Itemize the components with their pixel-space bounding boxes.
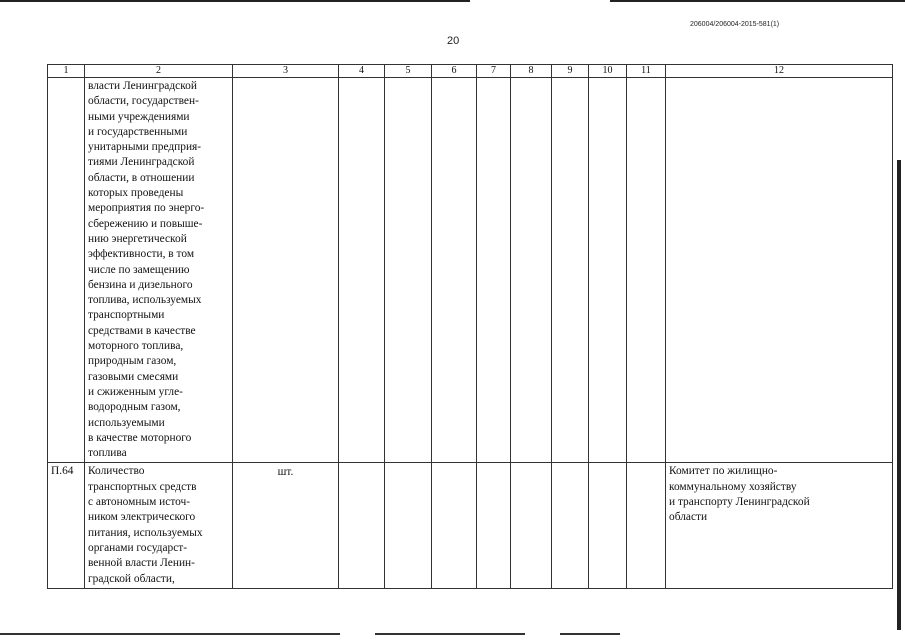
indicator-name: власти Ленинградской области, государствен- ными учреждениями и государственными унитарными предприя- тиями Ленинградской области, в отношении которых проведены мероприятия по энерго- сбережению и повыше- нию энергетической эффективности, в том числе по замещению бензина и дизельного топлива, используемых транспортными средствами в качестве моторного топлива, природным газом, газовыми смесями и сжиженным угле- водородным газом, используемыми в качестве моторного топлива (88, 80, 205, 460)
responsible-cell (666, 78, 893, 463)
indicator-name-cell (85, 78, 233, 463)
column-header: 7 (477, 65, 511, 78)
unit: шт. (277, 466, 294, 479)
scan-top-rule (610, 0, 905, 2)
value-cell (511, 463, 552, 588)
value-cell (627, 78, 666, 463)
value-cell (432, 78, 477, 463)
scan-bottom-rule (560, 633, 620, 635)
column-header: 12 (666, 65, 893, 78)
column-header: 2 (85, 65, 233, 78)
indicator-name: Количество транспортных средств с автономным источ- ником электрического питания, используемых органами государст- венной власти Ленин- градской области, (88, 465, 203, 585)
column-header: 3 (233, 65, 339, 78)
value-cell (339, 78, 385, 463)
value-cell (589, 78, 627, 463)
indicator-table (47, 64, 893, 589)
scan-bottom-rule (375, 633, 525, 635)
value-cell (477, 463, 511, 588)
row-number-cell (48, 78, 85, 463)
unit-cell (233, 463, 339, 588)
unit-cell (233, 78, 339, 463)
document-id: 206004/206004-2015-581(1) (690, 21, 780, 28)
column-header: 11 (627, 65, 666, 78)
indicator-name-cell (85, 463, 233, 588)
responsible-cell (666, 463, 893, 588)
responsible-body (666, 78, 892, 80)
unit (233, 78, 338, 81)
value-cell (627, 463, 666, 588)
value-cell (432, 463, 477, 588)
row-number-cell (48, 463, 85, 588)
value-cell (339, 463, 385, 588)
column-header: 4 (339, 65, 385, 78)
value-cell (511, 78, 552, 463)
responsible-body: Комитет по жилищно- коммунальному хозяйству и транспорту Ленинградской области (669, 465, 810, 524)
column-header: 1 (48, 65, 85, 78)
row-number (48, 78, 84, 80)
table-row (48, 78, 893, 463)
value-cell (552, 78, 589, 463)
row-number: П.64 (51, 465, 74, 478)
value-cell (477, 78, 511, 463)
column-header: 10 (589, 65, 627, 78)
scan-top-rule (0, 0, 470, 2)
column-header: 5 (385, 65, 432, 78)
page-number: 20 (447, 35, 460, 47)
scan-bottom-rule (0, 633, 340, 635)
value-cell (552, 463, 589, 588)
scan-right-edge (897, 160, 901, 630)
value-cell (589, 463, 627, 588)
column-header: 8 (511, 65, 552, 78)
table-row (48, 463, 893, 588)
value-cell (385, 78, 432, 463)
value-cell (385, 463, 432, 588)
column-header: 6 (432, 65, 477, 78)
column-header: 9 (552, 65, 589, 78)
header-row (48, 65, 893, 78)
